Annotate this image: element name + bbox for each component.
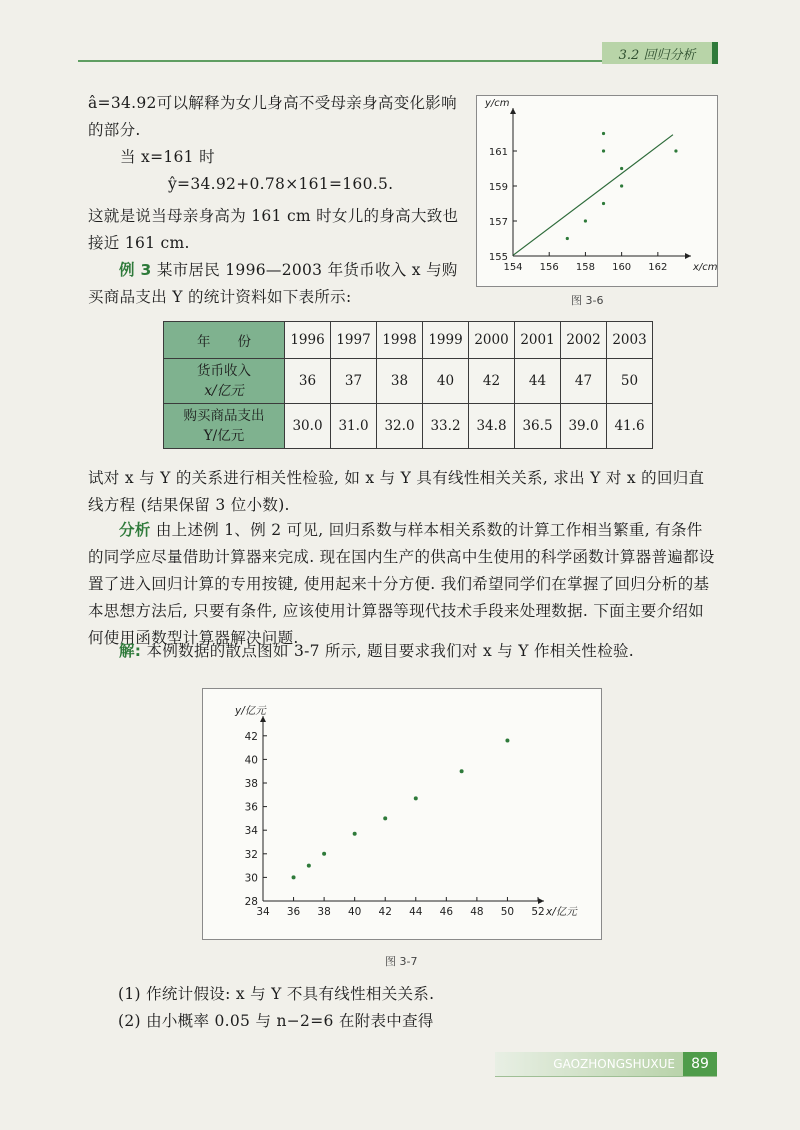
y-axis-arrow [510, 108, 516, 114]
figure-3-6-caption: 图 3-6 [571, 294, 604, 307]
x-tick-label: 156 [539, 262, 559, 273]
year-cell: 1997 [331, 322, 377, 359]
year-cell: 2000 [469, 322, 515, 359]
data-point [602, 149, 605, 152]
income-cell: 36 [285, 359, 331, 404]
intro-formula: ŷ=34.92+0.78×161=160.5. [168, 175, 394, 193]
analysis-paragraph [88, 517, 718, 652]
x-tick-label: 52 [531, 906, 545, 918]
section-tab-marker [712, 42, 718, 64]
figure-3-6-frame [476, 95, 718, 287]
x-tick-label: 36 [286, 906, 301, 918]
income-cell: 50 [607, 359, 653, 404]
x-tick-label: 160 [612, 262, 632, 273]
x-tick-label: 154 [503, 262, 523, 273]
table-row [164, 322, 653, 359]
data-point [322, 852, 326, 856]
x-tick-label: 46 [439, 906, 454, 918]
y-tick-label: 30 [244, 872, 258, 885]
spend-cell: 33.2 [423, 404, 469, 449]
year-cell: 1996 [285, 322, 331, 359]
y-tick-label: 157 [488, 217, 508, 228]
data-point [620, 184, 623, 187]
spend-cell: 36.5 [515, 404, 561, 449]
figure-3-7-frame [202, 688, 602, 940]
data-point [584, 219, 587, 222]
solution-paragraph [88, 638, 718, 665]
solution-label: 解: [119, 642, 142, 660]
x-axis-arrow [685, 253, 691, 259]
table-header-label: 年 份 [164, 322, 285, 359]
spend-cell: 39.0 [561, 404, 607, 449]
year-cell: 1998 [377, 322, 423, 359]
data-point [602, 132, 605, 135]
year-cell: 2003 [607, 322, 653, 359]
x-tick-label: 40 [347, 906, 362, 918]
y-tick-label: 161 [488, 147, 508, 158]
year-cell: 1999 [423, 322, 469, 359]
spend-cell: 34.8 [469, 404, 515, 449]
income-cell: 42 [469, 359, 515, 404]
spend-cell: 41.6 [607, 404, 653, 449]
income-cell: 38 [377, 359, 423, 404]
spend-row-label: 购买商品支出 Y/亿元 [164, 404, 285, 449]
data-point [460, 769, 464, 773]
x-tick-label: 34 [256, 906, 270, 918]
income-cell: 40 [423, 359, 469, 404]
y-tick-label: 42 [244, 730, 258, 743]
analysis-text: 由上述例 1、例 2 可见, 回归系数与样本相关系数的计算工作相当繁重, 有条件的同学应尽量借助计算器来完成. 现在国内生产的供高中生使用的科学函数计算器普遍都设置了进入回归计算的专用按键, 使用起来十分方便. 我们希望同学们在掌握了回归分析的基本思想方法后, 只要有条件, 应该使用计算器等现代技术手段来处理数据. 下面主要介绍如何使用函数型计算器解决问题. [88, 521, 715, 647]
income-spending-table [163, 321, 653, 449]
x-tick-label: 158 [575, 262, 595, 273]
year-cell: 2002 [561, 322, 607, 359]
x-axis-title: x/亿元 [546, 906, 577, 918]
question-paragraph: 试对 x 与 Y 的关系进行相关性检验, 如 x 与 Y 具有线性相关关系, 求出 Y 对 x 的回归直线方程 (结果保留 3 位小数). [88, 469, 705, 514]
footer-series-bar: GAOZHONGSHUXUE [495, 1052, 683, 1076]
x-tick-label: 48 [470, 906, 484, 918]
spend-cell: 30.0 [285, 404, 331, 449]
x-axis-arrow [538, 898, 544, 904]
income-cell: 37 [331, 359, 377, 404]
year-cell: 2001 [515, 322, 561, 359]
figure-3-7-chart [203, 689, 601, 939]
x-tick-label: 44 [409, 906, 423, 918]
example-3-text: 某市居民 1996—2003 年货币收入 x 与购买商品支出 Y 的统计资料如下表所示: [88, 261, 458, 306]
x-tick-label: 38 [317, 906, 331, 918]
y-axis-title: y/cm [485, 98, 510, 109]
x-axis-title: x/cm [693, 262, 717, 273]
example-3-label: 例 3 [119, 261, 152, 279]
income-cell: 47 [561, 359, 607, 404]
income-row-label: 货币收入 x/亿元 [164, 359, 285, 404]
regression-line [513, 135, 673, 256]
y-tick-label: 159 [488, 182, 508, 193]
table-row [164, 404, 653, 449]
x-tick-label: 42 [378, 906, 392, 918]
page-number: 89 [683, 1052, 717, 1076]
step-2: (2) 由小概率 0.05 与 n−2=6 在附表中查得 [118, 1012, 434, 1030]
table-row [164, 359, 653, 404]
intro-paragraph: â=34.92可以解释为女儿身高不受母亲身高变化影响的部分. [88, 94, 457, 139]
y-tick-label: 28 [244, 896, 258, 908]
x-tick-label: 162 [648, 262, 668, 273]
footer-rule [495, 1076, 717, 1077]
data-point [566, 237, 569, 240]
intro-condition: 当 x=161 时 [120, 148, 215, 166]
spend-cell: 31.0 [331, 404, 377, 449]
section-tab: 3.2 回归分析 [602, 42, 712, 64]
x-tick-label: 50 [500, 906, 515, 918]
data-point [674, 149, 677, 152]
y-tick-label: 40 [244, 754, 258, 767]
data-point [292, 875, 296, 879]
figure-3-6-chart [477, 96, 717, 286]
y-tick-label: 36 [244, 801, 258, 814]
figure-3-7-caption: 图 3-7 [385, 955, 418, 968]
data-point [602, 202, 605, 205]
y-tick-label: 38 [244, 778, 258, 790]
intro-conclusion: 这就是说当母亲身高为 161 cm 时女儿的身高大致也接近 161 cm. [88, 207, 459, 252]
data-point [383, 816, 387, 820]
data-point [620, 167, 623, 170]
data-point [307, 864, 311, 868]
data-point [505, 739, 509, 743]
data-point [414, 796, 418, 800]
y-tick-label: 34 [244, 825, 258, 838]
solution-text: 本例数据的散点图如 3-7 所示, 题目要求我们对 x 与 Y 作相关性检验. [146, 642, 635, 660]
y-axis-title: y/亿元 [235, 705, 266, 717]
income-cell: 44 [515, 359, 561, 404]
y-tick-label: 32 [244, 848, 258, 861]
data-point [353, 832, 357, 836]
spend-cell: 32.0 [377, 404, 423, 449]
step-1: (1) 作统计假设: x 与 Y 不具有线性相关关系. [118, 985, 435, 1003]
example-3 [88, 257, 468, 311]
y-tick-label: 155 [488, 252, 508, 263]
analysis-label: 分析 [119, 521, 151, 539]
